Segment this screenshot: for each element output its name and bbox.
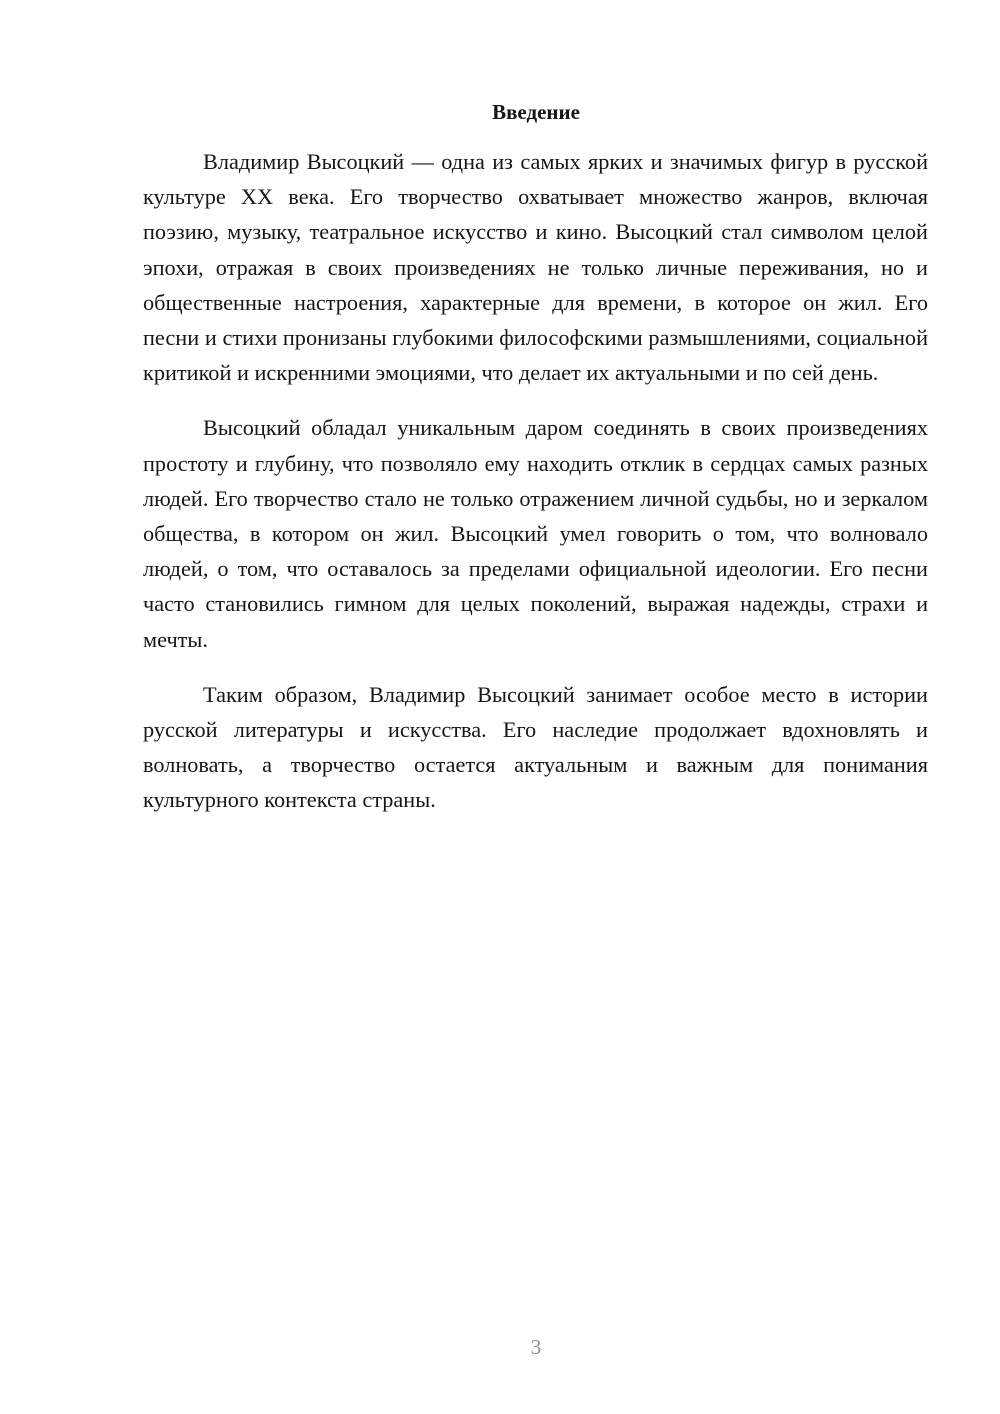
page-title: Введение [492,100,580,124]
paragraph-2: Высоцкий обладал уникальным даром соединять в своих произведениях простоту и глубину, что позволяло ему находить отклик в сердцах самых разных людей. Его творчество стало не только отражением личной судьбы, но и зеркалом общества, в котором он жил. Высоцкий умел говорить о том, что волновало людей, о том, что оставалось за пределами официальной идеологии. Его песни часто становились гимном для целых поколений, выражая надежды, страхи и мечты. [143,415,928,652]
paragraph-1: Владимир Высоцкий — одна из самых ярких и значимых фигур в русской культуре XX века. Его творчество охватывает множество жанров, включая поэзию, музыку, театральное искусство и кино. Высоцкий стал символом целой эпохи, отражая в своих произведениях не только личные переживания, но и общественные настроения, характерные для времени, в которое он жил. Его песни и стихи пронизаны глубокими философскими размышлениями, социальной критикой и искренними эмоциями, что делает их актуальными и по сей день. [143,149,928,386]
document-body [143,144,928,838]
paragraph-3: Таким образом, Владимир Высоцкий занимает особое место в истории русской литературы и искусства. Его наследие продолжает вдохновлять и волновать, а творчество остается актуальным и важным для понимания культурного контекста страны. [143,681,928,813]
page-number: 3 [530,1335,542,1359]
